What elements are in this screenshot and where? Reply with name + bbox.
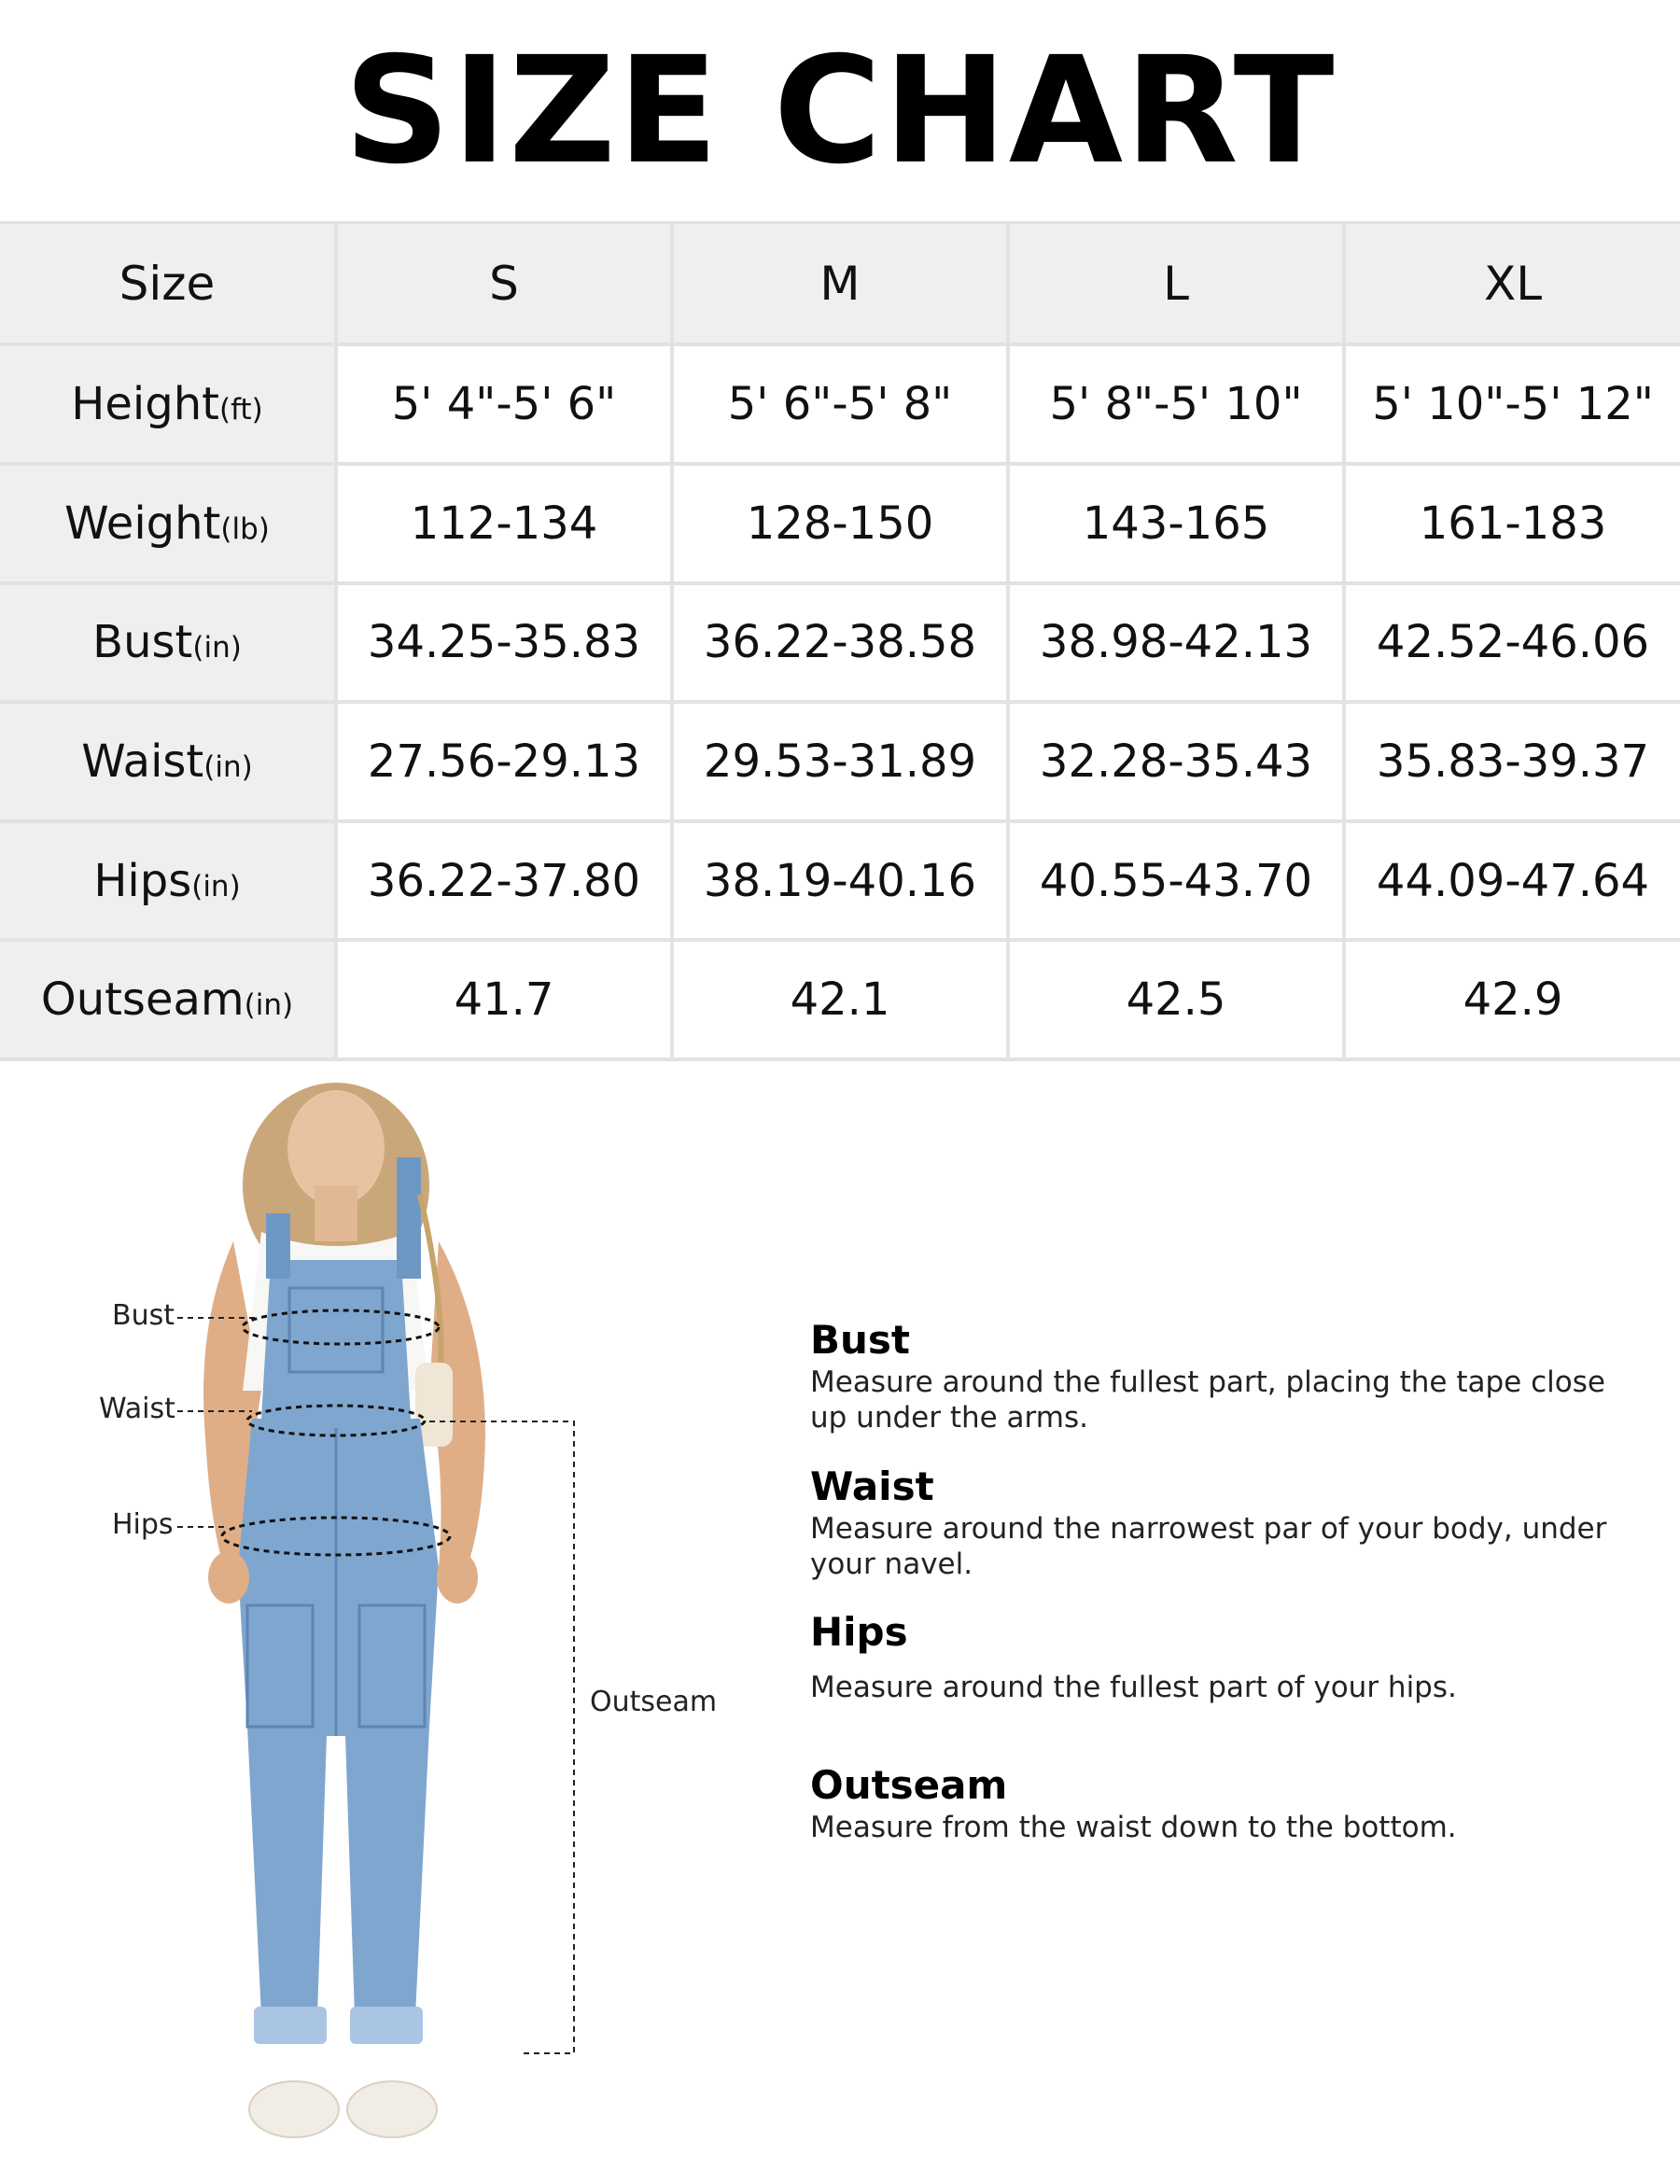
measure-text: Measure around the narrowest par of your body, under your navel. — [810, 1512, 1607, 1581]
row-label-text: Weight — [64, 497, 221, 550]
measure-hips — [810, 1611, 1613, 1706]
row-label — [0, 464, 336, 583]
table-cell: 40.55-43.70 — [1008, 821, 1344, 941]
table-cell: 27.56-29.13 — [336, 702, 672, 821]
table-row — [0, 583, 1680, 703]
table-cell: 38.98-42.13 — [1008, 583, 1344, 703]
page-title: SIZE CHART — [343, 25, 1337, 197]
row-unit: (in) — [244, 988, 294, 1023]
measure-title: Bust — [810, 1317, 910, 1363]
left-strap — [266, 1213, 290, 1279]
table-cell: 32.28-35.43 — [1008, 702, 1344, 821]
left-cuff — [254, 2007, 327, 2044]
measure-outseam — [810, 1764, 1613, 1846]
right-strap — [397, 1157, 421, 1279]
table-header-cell: S — [336, 223, 672, 345]
row-label-text: Bust — [92, 616, 193, 669]
table-header-cell: Size — [0, 223, 336, 345]
table-cell: 161-183 — [1344, 464, 1680, 583]
overalls-figure — [37, 1083, 747, 2175]
row-unit: (in) — [191, 869, 241, 903]
table-cell: 5' 6"-5' 8" — [672, 344, 1008, 464]
measure-bust — [810, 1319, 1613, 1436]
row-label — [0, 583, 336, 703]
table-header-cell: XL — [1344, 223, 1680, 345]
table-cell: 5' 4"-5' 6" — [336, 344, 672, 464]
right-cuff — [350, 2007, 423, 2044]
table-row — [0, 464, 1680, 583]
neck-shape — [315, 1185, 357, 1241]
table-cell: 36.22-37.80 — [336, 821, 672, 941]
row-label — [0, 940, 336, 1059]
row-label — [0, 702, 336, 821]
model-illustration — [37, 1083, 747, 2175]
measure-waist — [810, 1465, 1613, 1583]
overalls-bib — [261, 1260, 411, 1419]
overalls-pants — [238, 1419, 439, 2016]
outseam-label: Outseam — [590, 1686, 718, 1718]
left-shoe — [249, 2081, 339, 2137]
right-hand — [437, 1551, 478, 1603]
table-cell: 34.25-35.83 — [336, 583, 672, 703]
table-cell: 42.9 — [1344, 940, 1680, 1059]
table-cell: 36.22-38.58 — [672, 583, 1008, 703]
table-cell: 41.7 — [336, 940, 672, 1059]
table-header-cell: M — [672, 223, 1008, 345]
table-row — [0, 344, 1680, 464]
table-cell: 112-134 — [336, 464, 672, 583]
measure-title: Waist — [810, 1463, 934, 1509]
waist-label: Waist — [99, 1393, 175, 1425]
table-row — [0, 702, 1680, 821]
table-cell: 42.52-46.06 — [1344, 583, 1680, 703]
table-cell: 128-150 — [672, 464, 1008, 583]
row-unit: (lb) — [220, 511, 270, 546]
measure-text: Measure from the waist down to the bottom. — [810, 1811, 1457, 1845]
table-cell: 42.5 — [1008, 940, 1344, 1059]
measure-title: Outseam — [810, 1762, 1008, 1808]
table-cell: 5' 8"-5' 10" — [1008, 344, 1344, 464]
bust-label: Bust — [112, 1299, 175, 1332]
table-cell: 38.19-40.16 — [672, 821, 1008, 941]
table-header-row — [0, 223, 1680, 345]
row-label-text: Outseam — [40, 973, 245, 1027]
row-unit: (in) — [203, 749, 253, 784]
row-unit: (ft) — [218, 393, 263, 427]
size-table — [0, 221, 1680, 1061]
row-label — [0, 821, 336, 941]
hips-label: Hips — [112, 1508, 174, 1541]
row-label — [0, 344, 336, 464]
right-shoe — [347, 2081, 437, 2137]
left-hand — [208, 1551, 249, 1603]
measure-title: Hips — [810, 1609, 908, 1655]
table-cell: 35.83-39.37 — [1344, 702, 1680, 821]
row-unit: (in) — [192, 631, 242, 665]
table-header-cell: L — [1008, 223, 1344, 345]
table-cell: 42.1 — [672, 940, 1008, 1059]
row-label-text: Waist — [81, 735, 204, 788]
table-row — [0, 940, 1680, 1059]
row-label-text: Hips — [93, 854, 192, 907]
table-cell: 29.53-31.89 — [672, 702, 1008, 821]
table-row — [0, 821, 1680, 941]
table-cell: 143-165 — [1008, 464, 1344, 583]
table-cell: 5' 10"-5' 12" — [1344, 344, 1680, 464]
table-cell: 44.09-47.64 — [1344, 821, 1680, 941]
measure-text: Measure around the fullest part, placing the tape close up under the arms. — [810, 1365, 1605, 1435]
row-label-text: Height — [71, 378, 219, 431]
measure-text: Measure around the fullest part of your hips. — [810, 1671, 1457, 1705]
